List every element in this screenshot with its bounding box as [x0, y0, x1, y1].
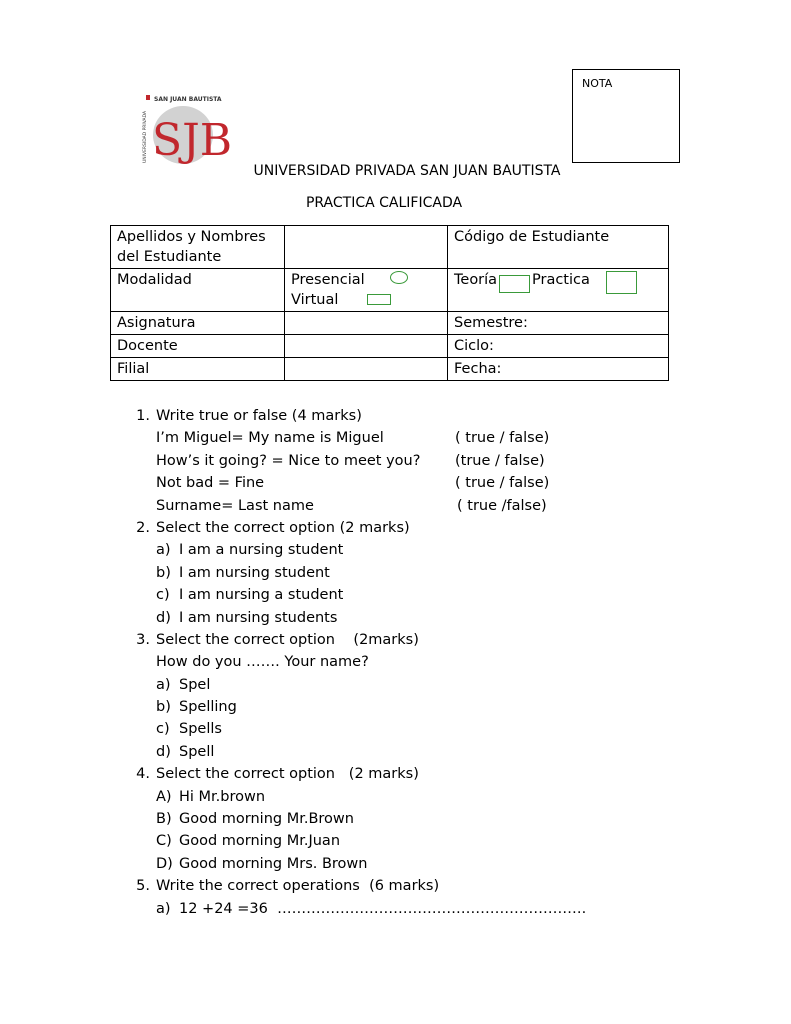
option-letter: b) [156, 699, 171, 716]
theory-label: Teoría [454, 272, 498, 288]
option-item[interactable] [130, 786, 690, 808]
option-item[interactable] [130, 898, 690, 920]
true-false-item [130, 427, 690, 449]
subject-label: Asignatura [111, 312, 285, 335]
option-letter: c) [156, 587, 170, 604]
university-logo [140, 95, 233, 171]
statement: Surname= Last name [156, 497, 314, 514]
option-letter: d) [156, 609, 171, 626]
option-item[interactable] [130, 741, 690, 763]
nota-label: NOTA [582, 77, 613, 90]
question-number: 1. [136, 408, 150, 424]
virtual-checkbox[interactable] [367, 294, 391, 305]
true-false-choice[interactable]: ( true / false) [455, 475, 550, 492]
option-letter: a) [156, 542, 171, 559]
true-false-item [130, 495, 690, 517]
option-letter: A) [156, 788, 172, 805]
true-false-choice[interactable]: (true / false) [455, 452, 545, 469]
option-letter: D) [156, 855, 173, 872]
question-3 [130, 629, 690, 651]
logo-text: SJB [152, 115, 233, 166]
exam-title: PRACTICA CALIFICADA [305, 195, 463, 211]
option-item[interactable] [130, 808, 690, 830]
date-label: Fecha: [448, 358, 669, 381]
question-number: 5. [136, 878, 150, 895]
teacher-field[interactable] [285, 335, 448, 358]
question-text: Select the correct option (2 marks) [156, 519, 410, 536]
statement: Not bad = Fine [156, 475, 265, 492]
option-text: Spells [179, 721, 222, 738]
branch-field[interactable] [285, 358, 448, 381]
option-letter: d) [156, 743, 171, 760]
option-letter: a) [156, 900, 171, 917]
questions-section [130, 405, 690, 920]
option-item[interactable] [130, 718, 690, 740]
option-text: Spelling [179, 699, 237, 716]
option-text: Spel [179, 676, 211, 693]
question-text: Select the correct option (2 marks) [156, 766, 419, 783]
semester-label: Semestre: [448, 312, 669, 335]
cycle-label: Ciclo: [448, 335, 669, 358]
true-false-choice[interactable]: ( true / false) [455, 430, 550, 447]
student-name-field[interactable] [285, 226, 448, 269]
student-info-table [110, 225, 669, 381]
option-item[interactable] [130, 539, 690, 561]
option-text: I am nursing a student [179, 587, 344, 604]
student-name-label: Apellidos y Nombres del Estudiante [111, 226, 285, 269]
question-number: 4. [136, 766, 150, 783]
option-text: Good morning Mrs. Brown [179, 855, 368, 872]
statement: I’m Miguel= My name is Miguel [156, 430, 384, 447]
modality-presencial: Presencial [291, 272, 365, 288]
branch-label: Filial [111, 358, 285, 381]
question-5 [130, 875, 690, 897]
question-number: 3. [136, 631, 150, 648]
question-number: 2. [136, 519, 150, 536]
theory-checkbox[interactable] [499, 275, 530, 293]
option-letter: C) [156, 833, 172, 850]
question-text: Write the correct operations (6 marks) [156, 878, 440, 895]
option-text: I am a nursing student [179, 542, 344, 559]
logo-side-text: UNIVERSIDAD PRIVADA [143, 110, 148, 163]
option-text: 12 +24 =36 ………………………………………………………. [179, 900, 587, 917]
true-false-choice[interactable]: ( true /false) [457, 497, 547, 514]
prompt-text: How do you ……. Your name? [156, 654, 369, 671]
option-letter: b) [156, 564, 171, 581]
modality-label: Modalidad [111, 269, 285, 312]
option-text: Good morning Mr.Brown [179, 811, 354, 828]
question-text: Write true or false (4 marks) [156, 408, 362, 424]
statement: How’s it going? = Nice to meet you? [156, 452, 421, 469]
modality-options [285, 269, 448, 312]
question-1 [130, 405, 690, 427]
option-item[interactable] [130, 562, 690, 584]
option-text: Hi Mr.brown [179, 788, 266, 805]
presencial-checkbox[interactable] [390, 271, 408, 284]
option-letter: a) [156, 676, 171, 693]
true-false-item [130, 472, 690, 494]
nota-box[interactable] [572, 69, 680, 163]
university-title: UNIVERSIDAD PRIVADA SAN JUAN BAUTISTA [253, 163, 561, 179]
subject-field[interactable] [285, 312, 448, 335]
true-false-item [130, 450, 690, 472]
question-prompt [130, 651, 690, 673]
logo-brand-text: SAN JUAN BAUTISTA [154, 96, 222, 103]
option-item[interactable] [130, 830, 690, 852]
practice-checkbox[interactable] [606, 271, 637, 294]
option-text: I am nursing student [179, 564, 330, 581]
option-item[interactable] [130, 696, 690, 718]
option-item[interactable] [130, 674, 690, 696]
option-item[interactable] [130, 853, 690, 875]
modality-virtual: Virtual [291, 292, 339, 308]
option-text: I am nursing students [179, 609, 338, 626]
practice-label: Practica [532, 272, 590, 288]
option-letter: B) [156, 811, 172, 828]
question-4 [130, 763, 690, 785]
option-item[interactable] [130, 607, 690, 629]
question-text: Select the correct option (2marks) [156, 631, 419, 648]
course-type-options [448, 269, 669, 312]
option-item[interactable] [130, 584, 690, 606]
student-code-label: Código de Estudiante [448, 226, 669, 269]
option-text: Good morning Mr.Juan [179, 833, 341, 850]
option-letter: c) [156, 721, 170, 738]
teacher-label: Docente [111, 335, 285, 358]
option-text: Spell [179, 743, 215, 760]
question-2 [130, 517, 690, 539]
